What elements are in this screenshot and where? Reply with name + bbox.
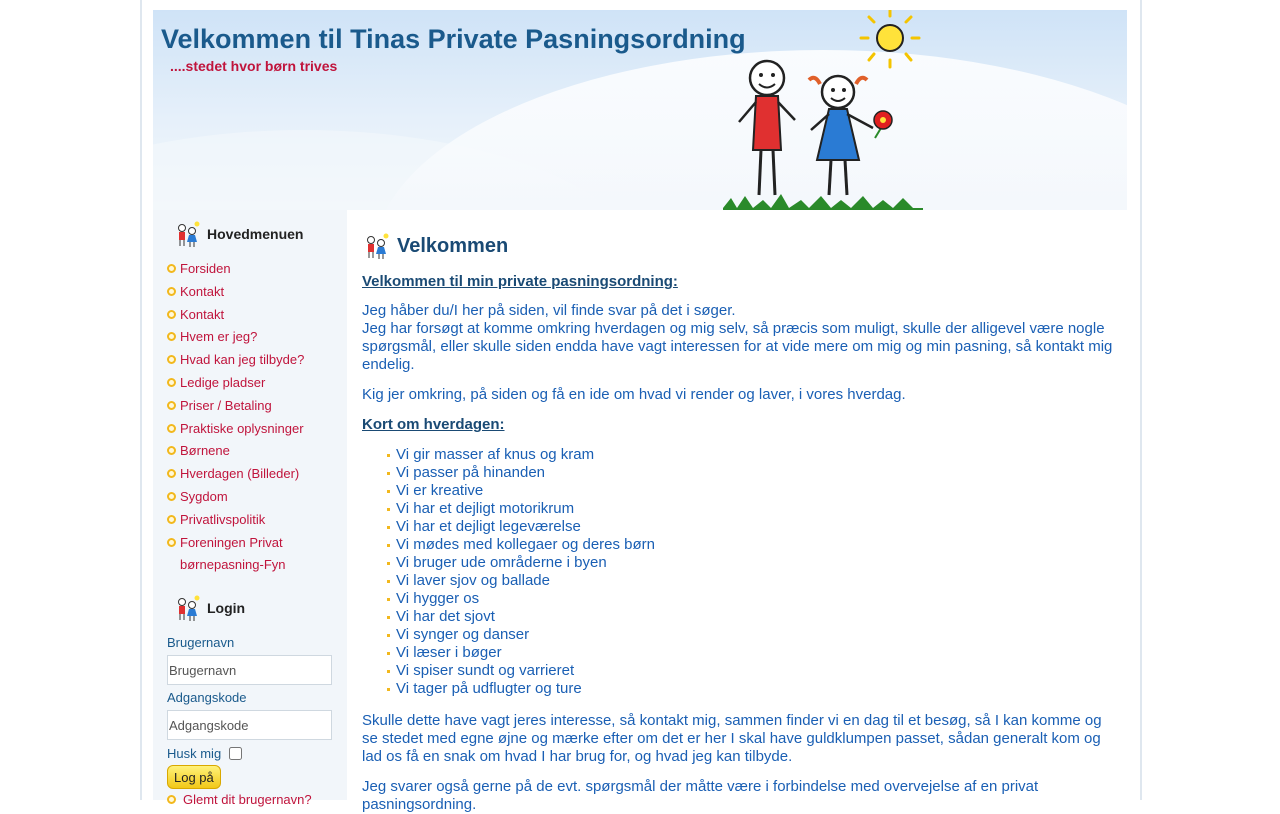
list-item: Vi synger og danser — [384, 626, 655, 644]
main-menu — [167, 258, 342, 577]
menu-item-priser-betaling[interactable] — [167, 395, 342, 418]
login-title — [173, 594, 245, 622]
article-title-label: Velkommen — [397, 234, 509, 257]
menu-item-link[interactable]: Forsiden — [180, 261, 231, 276]
boy-drawing — [739, 61, 795, 195]
password-label: Adgangskode — [167, 690, 247, 705]
login-title-label: Login — [207, 600, 246, 616]
username-input[interactable] — [167, 655, 332, 685]
list-item: Vi læser i bøger — [384, 644, 655, 662]
main-menu-title-label: Hovedmenuen — [207, 226, 304, 242]
remember-me-label: Husk mig — [167, 746, 222, 761]
about-paragraph: Jeg har forsøgt at komme omkring hverdagen og mig selv, så præcis som muligt, skulle der alligevel være nogle spørgsmål, eller skulle siden endda have vagt interessen for at vide mere om mig og min pasning, så kontakt mig endelig. — [362, 320, 1113, 373]
sun-drawing — [861, 10, 919, 67]
kids-icon — [173, 220, 201, 248]
menu-item-link[interactable]: Foreningen Privat — [180, 534, 283, 550]
list-item: Vi spiser sundt og varrieret — [384, 662, 655, 680]
menu-item-hvad-kan-jeg-tilbyde[interactable] — [167, 349, 342, 372]
menu-item-link[interactable]: Privatlivspolitik — [180, 511, 266, 527]
menu-item-privatlivspolitik[interactable] — [167, 509, 342, 532]
list-item: Vi bruger ude områderne i byen — [384, 554, 655, 572]
menu-item-link[interactable]: Hverdagen (Billeder) — [180, 466, 300, 482]
forgot-username-link[interactable]: Glemt dit brugernavn? — [167, 792, 312, 807]
kids-icon — [362, 232, 390, 260]
questions-paragraph: Jeg svarer også gerne på de evt. spørgsmål der måtte være i forbindelse med overvejelse af en privat pasningsordning. — [362, 778, 1039, 813]
menu-item-foreningen-privat[interactable] — [167, 532, 342, 555]
password-input[interactable] — [167, 710, 332, 740]
menu-item-ledige-pladser[interactable] — [167, 372, 342, 395]
menu-item-bornene[interactable] — [167, 440, 342, 463]
kids-icon — [173, 594, 201, 622]
menu-item-kontakt[interactable] — [167, 281, 342, 304]
menu-item-link[interactable]: Sygdom — [180, 488, 228, 504]
menu-item-link[interactable]: Kontakt — [180, 283, 225, 299]
username-label: Brugernavn — [167, 635, 235, 650]
everyday-heading: Kort om hverdagen: — [362, 416, 505, 433]
intro-paragraph: Jeg håber du/I her på siden, vil finde svar på det i søger. — [362, 302, 736, 319]
list-item: Vi er kreative — [384, 482, 655, 500]
menu-item-hvem-er-jeg[interactable] — [167, 326, 342, 349]
menu-item-praktiske-oplysninger[interactable] — [167, 418, 342, 441]
menu-item-link[interactable]: Ledige pladser — [180, 374, 266, 390]
list-item: Vi mødes med kollegaer og deres børn — [384, 536, 655, 554]
children-drawing-illustration — [723, 10, 943, 210]
flower-drawing — [874, 111, 892, 138]
list-item: Vi har et dejligt motorikrum — [384, 500, 655, 518]
menu-item-foreningen-privat-cont[interactable] — [167, 554, 342, 577]
look-around-paragraph: Kig jer omkring, på siden og få en ide om hvad vi render og laver, i vores hverdag. — [362, 386, 906, 403]
list-item: Vi har et dejligt legeværelse — [384, 518, 655, 536]
list-item: Vi passer på hinanden — [384, 464, 655, 482]
menu-item-link[interactable]: Priser / Betaling — [180, 397, 272, 413]
site-header — [153, 10, 1127, 210]
menu-item-hverdagen-billeder[interactable] — [167, 463, 342, 486]
list-item: Vi gir masser af knus og kram — [384, 446, 655, 464]
login-button[interactable]: Log på — [167, 765, 221, 789]
grass-drawing — [723, 194, 923, 210]
menu-item-forsiden[interactable] — [167, 258, 342, 281]
menu-item-link[interactable]: Børnene — [180, 443, 230, 459]
menu-item-sygdom[interactable] — [167, 486, 342, 509]
article-title — [362, 232, 508, 260]
menu-item-link[interactable]: Hvem er jeg? — [180, 329, 258, 345]
list-item: Vi laver sjov og ballade — [384, 572, 655, 590]
girl-drawing — [809, 76, 873, 195]
main-content — [348, 210, 1127, 813]
menu-item-link[interactable]: Praktiske oplysninger — [180, 420, 304, 436]
visit-paragraph: Skulle dette have vagt jeres interesse, så kontakt mig, sammen finder vi en dag til et besøg, så I kan komme og se stedet med egne øjne og mærke efter om det er her I skal have guldklumpen passet, sådan generalt kom og lad os få en snak om hvad I har brug for, og hvad jeg kan tilbyde. — [362, 712, 1102, 765]
everyday-list — [384, 446, 655, 698]
list-item: Vi tager på udflugter og ture — [384, 680, 655, 698]
site-slogan: ....stedet hvor børn trives — [170, 58, 338, 74]
menu-item-kontakt-2[interactable] — [167, 304, 342, 327]
main-menu-title — [173, 220, 303, 248]
list-item: Vi har det sjovt — [384, 608, 655, 626]
menu-item-link[interactable]: børnepasning-Fyn — [180, 557, 286, 573]
list-item: Vi hygger os — [384, 590, 655, 608]
site-title: Velkommen til Tinas Private Pasningsordning — [161, 24, 746, 54]
sidebar — [153, 210, 347, 807]
menu-item-link[interactable]: Kontakt — [180, 306, 225, 322]
menu-item-link[interactable]: Hvad kan jeg tilbyde? — [180, 352, 305, 368]
welcome-heading: Velkommen til min private pasningsordning: — [362, 273, 678, 290]
remember-me-checkbox[interactable] — [229, 747, 242, 760]
